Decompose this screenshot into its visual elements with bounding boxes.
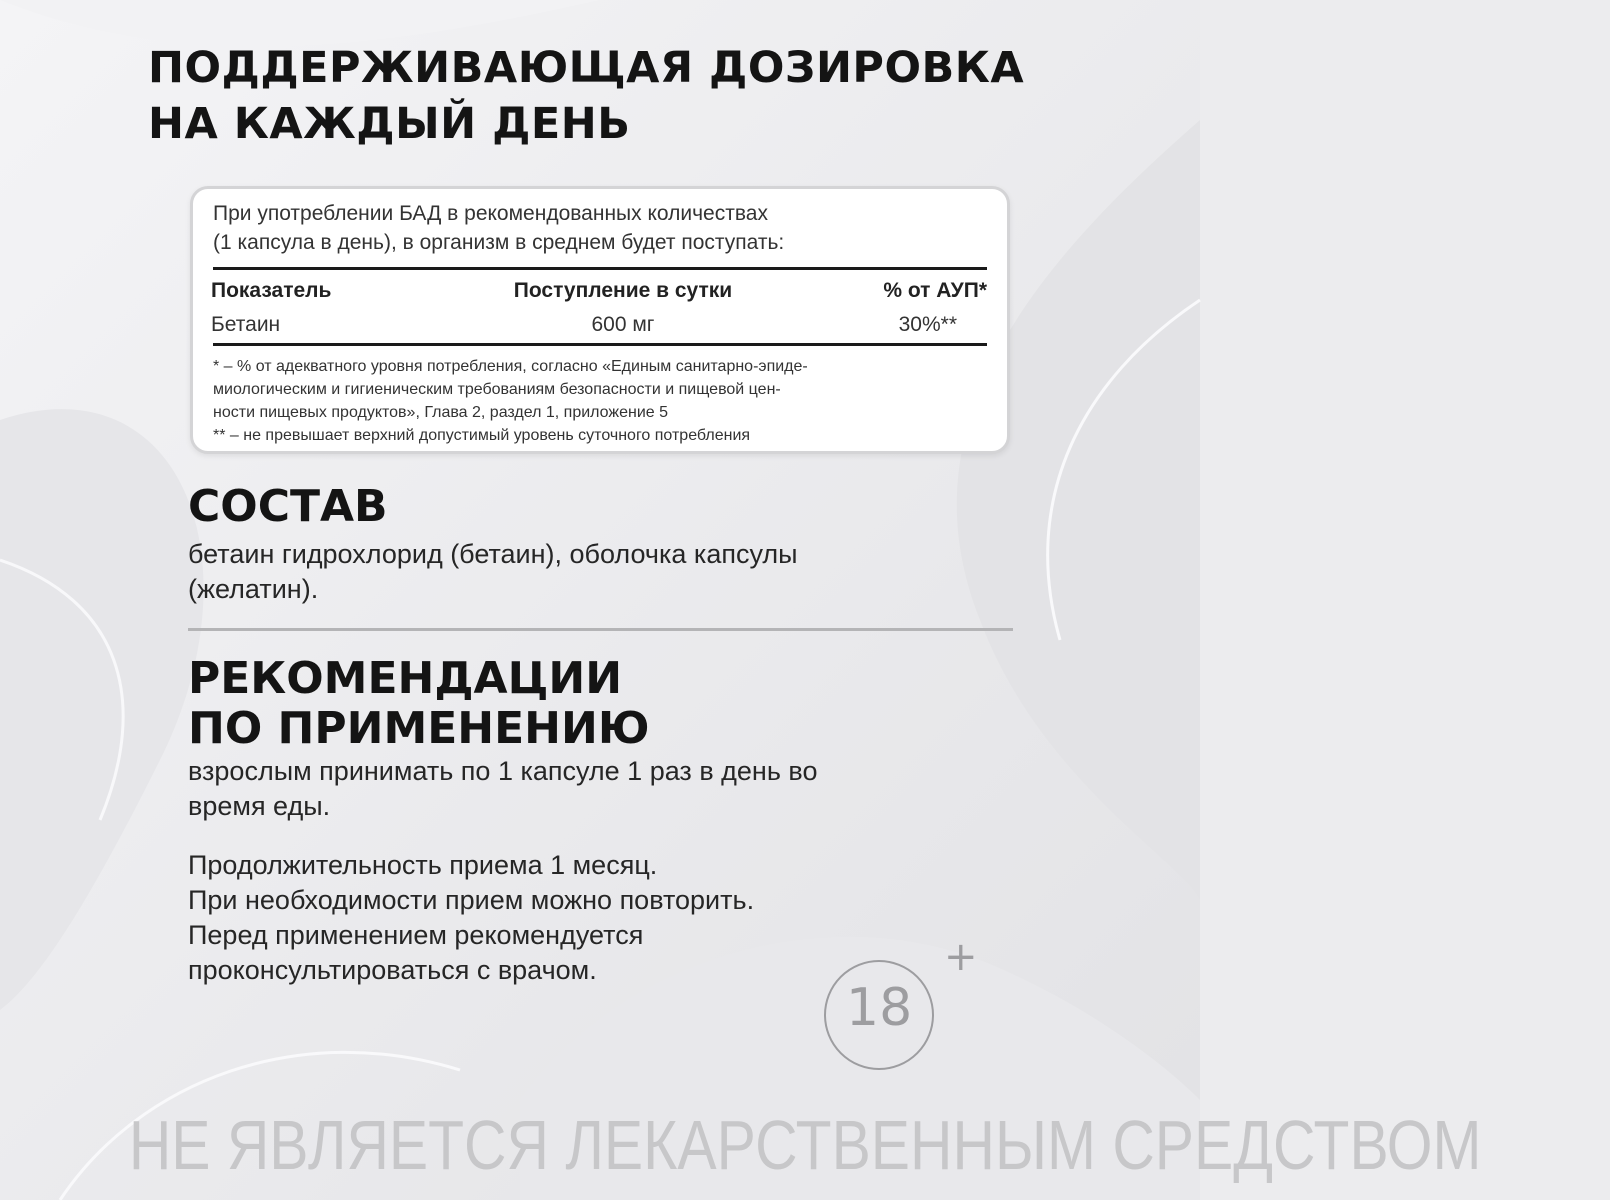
age-badge-plus: + [944,934,978,980]
recommendations-text-line2: время еды. [188,791,331,821]
usage-note-line: Перед применением рекомендуется [188,920,644,950]
page-heading-line1: ПОДДЕРЖИВАЮЩАЯ ДОЗИРОВКА [148,43,1025,93]
table-cell-amount: 600 мг [591,313,655,336]
composition-text-line2: (желатин). [188,574,319,604]
age-badge-number: 18 [846,978,913,1038]
table-bottom-rule [213,343,987,346]
table-cell-percent: 30%** [898,313,957,336]
not-medicine-disclaimer [0,1100,1482,1190]
composition-text-line1: бетаин гидрохлорид (бетаин), оболочка капсулы [188,539,798,569]
table-top-rule [213,267,987,270]
usage-note-line: проконсультироваться с врачом. [188,955,597,985]
recommendations-text-line1: взрослым принимать по 1 капсуле 1 раз в день во [188,756,818,786]
recommendations-title [188,654,1088,754]
footnotes [213,355,993,447]
card-intro [213,199,993,257]
footnote-line: ности пищевых продуктов», Глава 2, раздел 1, приложение 5 [213,404,669,421]
card-intro-line2: (1 капсула в день), в организм в среднем будет поступать: [213,231,785,254]
usage-note-line: При необходимости прием можно повторить. [188,885,755,915]
usage-note-line: Продолжительность приема 1 месяц. [188,850,658,880]
composition-title: СОСТАВ [188,481,388,532]
table-header-indicator: Показатель [211,279,332,302]
table-header-daily-intake: Поступление в сутки [513,279,733,302]
footnote-line: * – % от адекватного уровня потребления, согласно «Единым санитарно-эпиде- [213,358,808,375]
composition-text [188,537,1008,607]
table-header-aup-percent: % от АУП* [883,279,987,302]
card-intro-line1: При употреблении БАД в рекомендованных количествах [213,202,768,225]
footnote-line: ** – не превышает верхний допустимый уровень суточного потребления [213,427,751,444]
disclaimer-text: НЕ ЯВЛЯЕТСЯ ЛЕКАРСТВЕННЫМ СРЕДСТВОМ [128,1106,1482,1184]
recommendations-text [188,754,1008,824]
footnote-line: миологическим и гигиеническим требованиям безопасности и пищевой цен- [213,381,781,398]
section-divider [188,628,1013,631]
table-cell-ingredient: Бетаин [211,313,281,336]
dosage-card [190,186,1010,454]
page-heading-line2: НА КАЖДЫЙ ДЕНЬ [148,99,631,149]
recommendations-title-line1: РЕКОМЕНДАЦИИ [188,653,623,704]
page-heading [148,40,1148,152]
age-restriction-badge [824,934,978,1066]
recommendations-title-line2: ПО ПРИМЕНЕНИЮ [188,703,650,754]
